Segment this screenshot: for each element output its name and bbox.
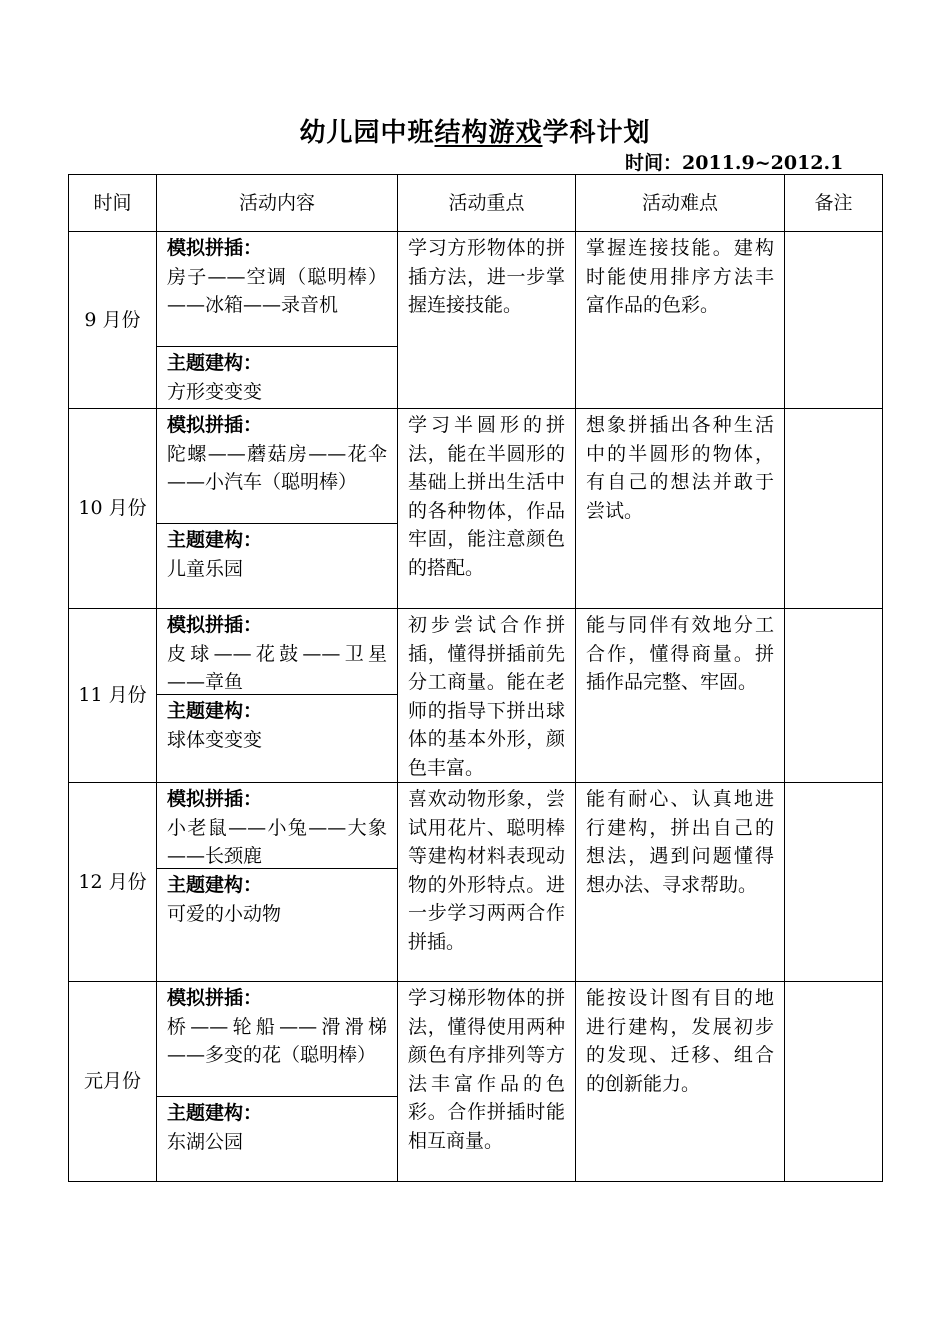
- theme-text: 方形变变变: [167, 380, 263, 403]
- notes-cell: [785, 982, 883, 1182]
- content-cell: [157, 783, 398, 982]
- simulate-text: 陀螺——蘑菇房——花伞——小汽车（聪明棒）: [167, 442, 387, 493]
- theme-text: 东湖公园: [167, 1130, 244, 1153]
- table-row: [69, 232, 883, 409]
- table-row: [69, 783, 883, 982]
- notes-cell: [785, 232, 883, 409]
- focus-cell: 学习方形物体的拼插方法，进一步掌握连接技能。: [398, 232, 576, 409]
- focus-cell: 学习半圆形的拼法，能在半圆形的基础上拼出生活中的各种物体，作品牢固，能注意颜色的搭配。: [398, 409, 576, 609]
- month-cell: 10 月份: [69, 409, 157, 609]
- simulate-label: 模拟拼插：: [167, 614, 263, 636]
- theme-label: 主题建构：: [167, 700, 263, 722]
- difficulty-cell: 能与同伴有效地分工合作，懂得商量。拼插作品完整、牢固。: [576, 609, 785, 783]
- header-difficulty: 活动难点: [576, 175, 785, 232]
- table-header-row: [69, 175, 883, 232]
- month-cell: 9 月份: [69, 232, 157, 409]
- month-cell: 12 月份: [69, 783, 157, 982]
- header-content: 活动内容: [157, 175, 398, 232]
- simulate-text: 房子——空调（聪明棒）——冰箱——录音机: [167, 265, 387, 316]
- difficulty-cell: 能按设计图有目的地进行建构，发展初步的发现、迁移、组合的创新能力。: [576, 982, 785, 1182]
- simulate-text: 皮球——花鼓——卫星——章鱼: [167, 642, 387, 693]
- simulate-text: 桥——轮船——滑滑梯——多变的花（聪明棒）: [167, 1015, 387, 1066]
- page-title: 幼儿园中班结构游戏学科计划: [299, 118, 651, 148]
- notes-cell: [785, 609, 883, 783]
- content-cell: [157, 982, 398, 1182]
- focus-cell: 喜欢动物形象，尝试用花片、聪明棒等建构材料表现动物的外形特点。进一步学习两两合作拼插。: [398, 783, 576, 982]
- theme-text: 球体变变变: [167, 728, 263, 751]
- focus-cell: 初步尝试合作拼插，懂得拼插前先分工商量。能在老师的指导下拼出球体的基本外形，颜色丰富。: [398, 609, 576, 783]
- difficulty-cell: 想象拼插出各种生活中的半圆形的物体，有自己的想法并敢于尝试。: [576, 409, 785, 609]
- table-row: [69, 409, 883, 609]
- content-cell: [157, 609, 398, 783]
- simulate-label: 模拟拼插：: [167, 987, 263, 1009]
- month-cell: 11 月份: [69, 609, 157, 783]
- month-cell: 元月份: [69, 982, 157, 1182]
- theme-label: 主题建构：: [167, 352, 263, 374]
- simulate-text: 小老鼠——小兔——大象——长颈鹿: [167, 816, 387, 867]
- theme-label: 主题建构：: [167, 874, 263, 896]
- content-cell: [157, 232, 398, 409]
- difficulty-cell: 能有耐心、认真地进行建构，拼出自己的想法，遇到问题懂得想办法、寻求帮助。: [576, 783, 785, 982]
- theme-label: 主题建构：: [167, 529, 263, 551]
- focus-cell: 学习梯形物体的拼法，懂得使用两种颜色有序排列等方法丰富作品的色彩。合作拼插时能相互商量。: [398, 982, 576, 1182]
- notes-cell: [785, 409, 883, 609]
- theme-label: 主题建构：: [167, 1102, 263, 1124]
- table-row: [69, 982, 883, 1182]
- content-cell: [157, 409, 398, 609]
- header-focus: 活动重点: [398, 175, 576, 232]
- header-notes: 备注: [785, 175, 883, 232]
- theme-text: 可爱的小动物: [167, 902, 282, 925]
- notes-cell: [785, 783, 883, 982]
- table-row: [69, 609, 883, 783]
- simulate-label: 模拟拼插：: [167, 237, 263, 259]
- theme-text: 儿童乐园: [167, 557, 244, 580]
- difficulty-cell: 掌握连接技能。建构时能使用排序方法丰富作品的色彩。: [576, 232, 785, 409]
- header-time: 时间: [69, 175, 157, 232]
- simulate-label: 模拟拼插：: [167, 788, 263, 810]
- date-range: 时间：2011.9~2012.1: [625, 152, 844, 174]
- plan-table: [68, 174, 883, 1182]
- simulate-label: 模拟拼插：: [167, 414, 263, 436]
